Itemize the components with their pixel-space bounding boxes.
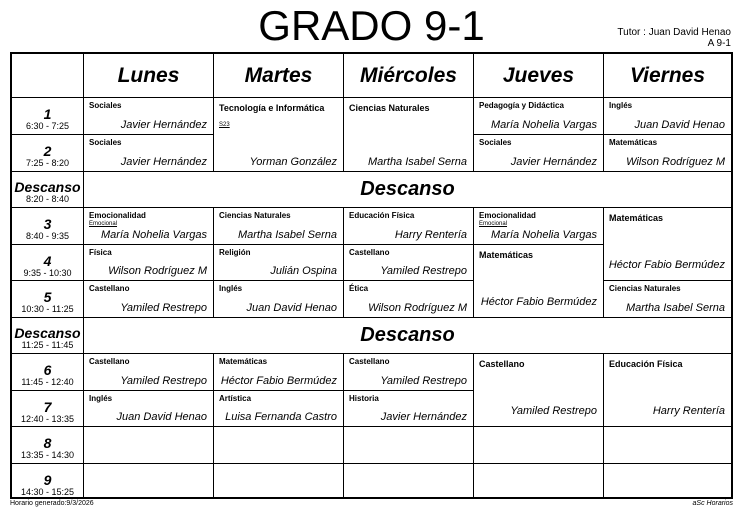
lesson-teacher: Héctor Fabio Bermúdez <box>220 375 337 387</box>
lesson-subject: Sociales <box>479 138 512 147</box>
lesson-subject: Educación Física <box>609 359 683 369</box>
lesson-cell <box>474 208 604 245</box>
period-6 <box>12 354 84 391</box>
lesson-teacher: Yorman González <box>249 156 337 168</box>
period-number: 4 <box>43 253 52 269</box>
lesson-cell <box>214 245 344 281</box>
period-time: 8:20 - 8:40 <box>25 194 70 204</box>
lesson-teacher: Julián Ospina <box>270 265 337 277</box>
lesson-subject: Tecnología e Informática <box>219 103 325 113</box>
break-band-2: Descanso <box>84 318 731 354</box>
lesson-teacher: Juan David Henao <box>116 411 207 423</box>
lesson-subject: Historia <box>349 394 379 403</box>
lesson-cell <box>604 98 731 135</box>
lesson-cell <box>214 354 344 391</box>
empty-cell <box>84 427 214 464</box>
lesson-cell <box>214 391 344 427</box>
empty-cell <box>84 464 214 497</box>
lesson-teacher: Yamiled Restrepo <box>380 375 467 387</box>
period-5 <box>12 281 84 318</box>
lesson-cell <box>474 98 604 135</box>
lesson-subject: Inglés <box>609 101 633 110</box>
lesson-subject: Inglés <box>89 394 113 403</box>
lesson-subject: Ciencias Naturales <box>219 211 291 220</box>
period-time: 13:35 - 14:30 <box>20 450 75 460</box>
lesson-subject: Matemáticas <box>219 357 268 366</box>
period-time: 10:30 - 11:25 <box>21 304 74 314</box>
lesson-cell <box>214 208 344 245</box>
lesson-teacher: Martha Isabel Serna <box>367 156 467 168</box>
lesson-subject: Pedagogía y Didáctica <box>479 101 564 110</box>
period-number: 5 <box>43 289 52 305</box>
lesson-cell <box>84 135 214 172</box>
lesson-teacher: Harry Rentería <box>652 405 725 417</box>
day-header-jueves: Jueves <box>474 54 604 98</box>
lesson-teacher: Wilson Rodríguez M <box>108 265 207 277</box>
period-number: Descanso <box>14 179 81 195</box>
lesson-cell <box>344 281 474 318</box>
lesson-teacher: Javier Hernández <box>380 411 467 423</box>
period-time: 8:40 - 9:35 <box>25 231 70 241</box>
lesson-subject: Matemáticas <box>609 138 658 147</box>
lesson-subject: Sociales <box>89 101 122 110</box>
period-8 <box>12 427 84 464</box>
lesson-subject: Religión <box>219 248 251 257</box>
period-time: 9:35 - 10:30 <box>23 268 72 278</box>
page-title: GRADO 9-1 <box>258 2 485 49</box>
lesson-cell <box>604 281 731 318</box>
period-number: 9 <box>43 472 52 488</box>
lesson-subject: Inglés <box>219 284 243 293</box>
lesson-subject: Castellano <box>89 357 130 366</box>
lesson-teacher: Luisa Fernanda Castro <box>225 411 337 423</box>
lesson-cell <box>84 245 214 281</box>
tutor-info <box>617 27 731 49</box>
lesson-teacher: María Nohelia Vargas <box>491 229 597 241</box>
empty-cell <box>214 427 344 464</box>
lesson-teacher: Héctor Fabio Bermúdez <box>608 259 725 271</box>
lesson-cell <box>84 208 214 245</box>
lesson-subject: Física <box>89 248 112 257</box>
lesson-teacher: Yamiled Restrepo <box>120 375 207 387</box>
lesson-teacher: Javier Hernández <box>120 156 207 168</box>
empty-cell <box>214 464 344 497</box>
lesson-teacher: Juan David Henao <box>634 119 725 131</box>
lesson-cell <box>344 208 474 245</box>
lesson-subject: Emocionalidad <box>89 211 146 220</box>
lesson-teacher: Wilson Rodríguez M <box>626 156 725 168</box>
lesson-teacher: Martha Isabel Serna <box>237 229 337 241</box>
lesson-teacher: María Nohelia Vargas <box>491 119 597 131</box>
corner-cell <box>12 54 84 98</box>
lesson-cell <box>84 391 214 427</box>
generated-date: Horario generado:9/3/2026 <box>10 500 94 507</box>
period-number: 6 <box>43 362 52 378</box>
period-time: 11:25 - 11:45 <box>21 340 74 350</box>
lesson-room-note: Emocional <box>89 221 118 227</box>
empty-cell <box>474 464 604 497</box>
period-2 <box>12 135 84 172</box>
day-header-lunes: Lunes <box>84 54 214 98</box>
lesson-cell <box>84 98 214 135</box>
lesson-cell <box>604 135 731 172</box>
lesson-teacher: Héctor Fabio Bermúdez <box>480 296 597 308</box>
lesson-cell <box>84 354 214 391</box>
period-number: 8 <box>43 435 52 451</box>
lesson-teacher: Martha Isabel Serna <box>625 302 725 314</box>
lesson-subject: Sociales <box>89 138 122 147</box>
lesson-subject: Matemáticas <box>479 250 534 260</box>
room-label: A 9-1 <box>707 38 731 49</box>
lesson-room-note: S23 <box>219 122 230 128</box>
lesson-cell <box>474 354 604 427</box>
lesson-cell <box>344 98 474 172</box>
lesson-subject: Emocionalidad <box>479 211 536 220</box>
lesson-teacher: Harry Rentería <box>394 229 467 241</box>
lesson-cell <box>344 354 474 391</box>
lesson-subject: Matemáticas <box>609 213 664 223</box>
day-header-miercoles: Miércoles <box>344 54 474 98</box>
lesson-subject: Ciencias Naturales <box>609 284 681 293</box>
lesson-cell <box>84 281 214 318</box>
empty-cell <box>344 464 474 497</box>
period-4 <box>12 245 84 281</box>
break-band-1: Descanso <box>84 172 731 208</box>
lesson-cell <box>474 135 604 172</box>
day-header-viernes: Viernes <box>604 54 731 98</box>
lesson-cell <box>214 281 344 318</box>
day-header-martes: Martes <box>214 54 344 98</box>
period-break-2 <box>12 318 84 354</box>
period-7 <box>12 391 84 427</box>
period-number: 3 <box>43 216 52 232</box>
period-number: Descanso <box>14 325 81 341</box>
period-time: 6:30 - 7:25 <box>25 121 70 131</box>
lesson-cell <box>474 245 604 318</box>
lesson-room-note: Emocional <box>479 221 508 227</box>
period-3 <box>12 208 84 245</box>
lesson-subject: Ética <box>349 284 369 293</box>
period-number: 2 <box>43 143 52 159</box>
lesson-cell <box>344 245 474 281</box>
lesson-subject: Castellano <box>479 359 525 369</box>
period-time: 14:30 - 15:25 <box>20 487 75 497</box>
lesson-cell <box>344 391 474 427</box>
empty-cell <box>474 427 604 464</box>
period-1 <box>12 98 84 135</box>
period-number: 1 <box>43 106 52 122</box>
lesson-teacher: Javier Hernández <box>120 119 207 131</box>
lesson-teacher: Yamiled Restrepo <box>510 405 597 417</box>
lesson-teacher: María Nohelia Vargas <box>101 229 207 241</box>
lesson-subject: Artística <box>219 394 252 403</box>
empty-cell <box>604 427 731 464</box>
period-time: 12:40 - 13:35 <box>20 414 75 424</box>
lesson-teacher: Yamiled Restrepo <box>380 265 467 277</box>
lesson-teacher: Yamiled Restrepo <box>120 302 207 314</box>
lesson-teacher: Javier Hernández <box>510 156 597 168</box>
period-time: 7:25 - 8:20 <box>25 158 70 168</box>
lesson-subject: Educación Física <box>349 211 415 220</box>
period-time: 11:45 - 12:40 <box>21 377 74 387</box>
lesson-cell <box>214 98 344 172</box>
period-break-1 <box>12 172 84 208</box>
lesson-cell <box>604 354 731 427</box>
lesson-cell <box>604 208 731 281</box>
lesson-teacher: Wilson Rodríguez M <box>368 302 467 314</box>
lesson-subject: Castellano <box>349 357 390 366</box>
period-9 <box>12 464 84 497</box>
lesson-teacher: Juan David Henao <box>246 302 337 314</box>
timetable-grid <box>10 52 733 499</box>
tutor-name: Tutor : Juan David Henao <box>617 27 731 38</box>
software-credit: aSc Horarios <box>692 500 733 507</box>
lesson-subject: Castellano <box>89 284 130 293</box>
period-number: 7 <box>43 399 52 415</box>
lesson-subject: Castellano <box>349 248 390 257</box>
empty-cell <box>604 464 731 497</box>
empty-cell <box>344 427 474 464</box>
lesson-subject: Ciencias Naturales <box>349 103 430 113</box>
